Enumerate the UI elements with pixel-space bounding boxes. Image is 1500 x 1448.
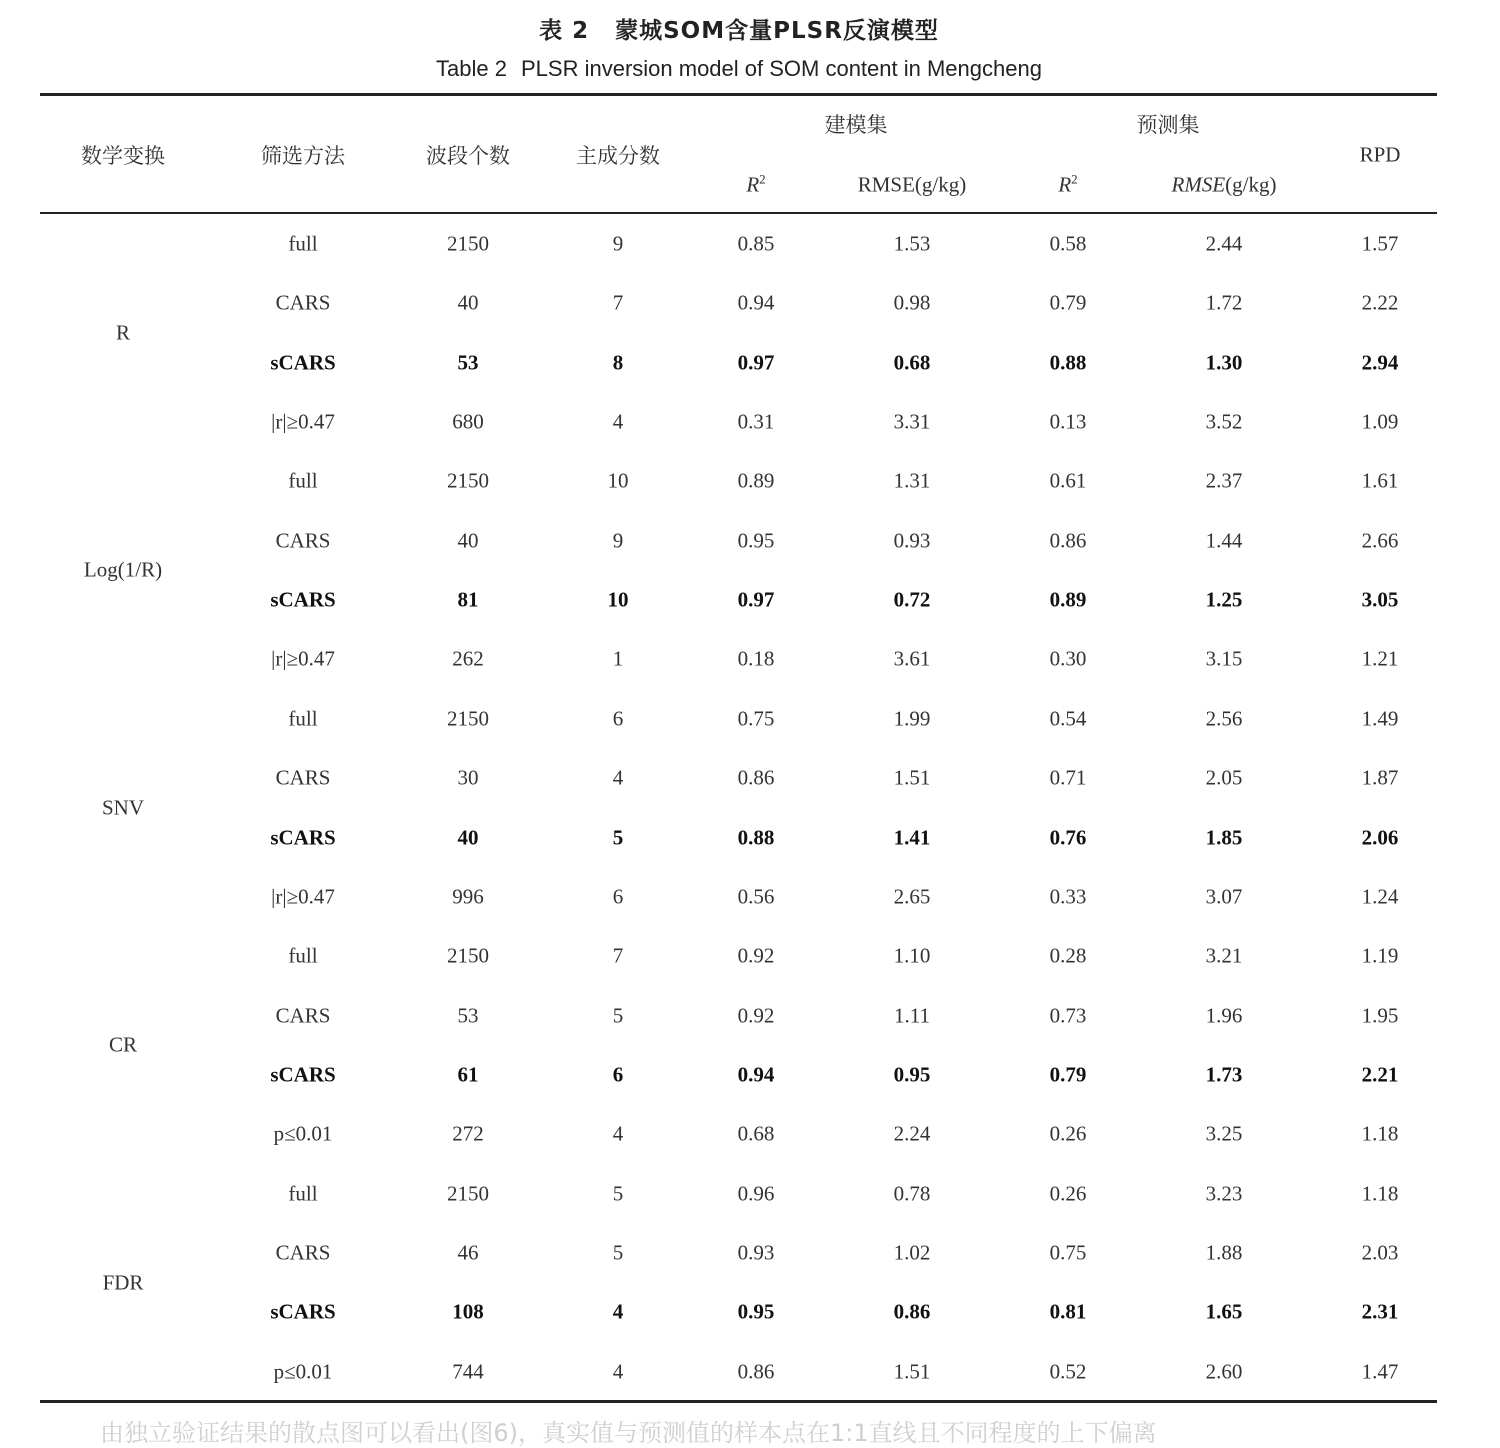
cell-cal-r2: 0.94 [737,1062,775,1087]
header-calibration-group: 建模集 [824,113,888,137]
cell-rpd: 2.03 [1361,1240,1399,1265]
cell-pred-rmse: 2.05 [1205,765,1243,790]
cell-bands: 2150 [447,943,489,968]
r2-superscript: 2 [1071,171,1078,187]
cell-method: CARS [275,1240,331,1265]
table-caption-en [0,56,1478,82]
cell-pred-rmse: 3.21 [1205,943,1243,968]
cell-bands: 272 [452,1121,484,1146]
cell-cal-r2: 0.94 [737,290,775,315]
cell-cal-rmse: 1.41 [893,825,931,849]
cell-cal-r2: 0.89 [737,468,775,493]
cell-method: sCARS [270,1062,336,1087]
cell-bands: 108 [452,1299,484,1324]
cell-rpd: 2.31 [1361,1299,1399,1324]
cell-rpd: 1.21 [1361,646,1399,671]
cell-pred-r2: 0.76 [1049,825,1087,849]
cell-pred-rmse: 3.23 [1205,1181,1243,1206]
cell-pred-r2: 0.79 [1049,290,1087,315]
cell-pred-r2: 0.86 [1049,528,1087,553]
cell-pred-r2: 0.79 [1049,1062,1087,1087]
cell-rpd: 1.24 [1361,884,1399,909]
cell-bands: 81 [457,587,479,612]
table-top-rule [40,93,1437,96]
cell-cal-rmse: 0.86 [893,1299,931,1324]
cell-pc: 7 [612,943,624,968]
cell-bands: 40 [457,528,479,553]
cell-bands: 40 [457,825,479,849]
cell-pred-rmse: 3.07 [1205,884,1243,909]
cell-rpd: 1.47 [1361,1359,1399,1384]
cell-cal-r2: 0.97 [737,587,775,612]
r2-superscript: 2 [759,171,766,187]
cell-rpd: 3.05 [1361,587,1399,612]
cell-rpd: 2.06 [1361,825,1399,849]
cell-cal-rmse: 2.65 [893,884,931,909]
cell-method: |r|≥0.47 [271,884,335,909]
cell-pred-rmse: 2.60 [1205,1359,1243,1384]
cell-pc: 9 [612,231,624,256]
cell-pc: 10 [607,587,629,612]
cell-cal-r2: 0.97 [737,350,775,375]
cell-pc: 4 [612,1121,624,1146]
cell-method: p≤0.01 [273,1359,333,1384]
cell-cal-rmse: 1.53 [893,231,931,256]
header-bands: 波段个数 [426,144,510,168]
cell-rpd: 2.66 [1361,528,1399,553]
cell-bands: 40 [457,290,479,315]
header-cal-rmse: RMSE(g/kg) [857,172,967,197]
rmse-symbol: RMSE [1171,172,1226,197]
cell-pred-r2: 0.13 [1049,409,1087,434]
cell-pred-r2: 0.88 [1049,350,1087,375]
cell-method: sCARS [270,587,336,612]
cell-rpd: 2.22 [1361,290,1399,315]
cell-bands: 2150 [447,706,489,731]
cell-cal-rmse: 0.78 [893,1181,931,1206]
cell-method: CARS [275,765,331,790]
cell-method: p≤0.01 [273,1121,333,1146]
cell-pc: 5 [612,1181,624,1206]
group-label-transform: FDR [102,1270,144,1295]
cell-bands: 30 [457,765,479,790]
cell-method: CARS [275,528,331,553]
cell-bands: 744 [452,1359,484,1384]
header-transform: 数学变换 [81,144,165,168]
cell-rpd: 1.18 [1361,1121,1399,1146]
header-components: 主成分数 [576,144,660,168]
table-header-rule [40,212,1437,214]
table-number-en: Table 2 [436,56,507,81]
cell-cal-r2: 0.92 [737,1003,775,1028]
cell-rpd: 1.95 [1361,1003,1399,1028]
cell-pc: 4 [612,1299,624,1324]
cell-cal-r2: 0.68 [737,1121,775,1146]
cell-rpd: 1.87 [1361,765,1399,790]
cell-method: CARS [275,290,331,315]
header-pred-rmse [1172,173,1277,198]
cell-cal-rmse: 1.02 [893,1240,931,1265]
cell-cal-rmse: 1.51 [893,765,931,790]
group-label-transform: R [115,320,131,345]
cell-pc: 5 [612,1003,624,1028]
cell-cal-rmse: 0.95 [893,1062,931,1087]
cell-pred-rmse: 2.37 [1205,468,1243,493]
table-title-cn: 蒙城SOM含量PLSR反演模型 [615,18,939,44]
cell-cal-rmse: 2.24 [893,1121,931,1146]
cell-cal-r2: 0.93 [737,1240,775,1265]
cell-pred-r2: 0.26 [1049,1181,1087,1206]
group-label-transform: Log(1/R) [83,557,163,582]
cell-pred-r2: 0.26 [1049,1121,1087,1146]
cell-pred-rmse: 1.65 [1205,1299,1243,1324]
cell-rpd: 1.61 [1361,468,1399,493]
cell-pc: 6 [612,1062,624,1087]
group-label-transform: CR [108,1032,138,1057]
cell-cal-r2: 0.85 [737,231,775,256]
cell-pc: 6 [612,706,624,731]
cell-pc: 9 [612,528,624,553]
cell-bands: 53 [457,350,479,375]
cell-cal-rmse: 0.98 [893,290,931,315]
table-title-en: PLSR inversion model of SOM content in Mengcheng [521,56,1042,81]
cell-cal-rmse: 3.61 [893,646,931,671]
cell-pred-r2: 0.58 [1049,231,1087,256]
cell-method: full [288,943,318,968]
cell-bands: 2150 [447,231,489,256]
cell-pred-rmse: 1.72 [1205,290,1243,315]
cell-rpd: 1.49 [1361,706,1399,731]
cell-method: full [288,1181,318,1206]
cell-pred-r2: 0.73 [1049,1003,1087,1028]
cell-pred-rmse: 1.73 [1205,1062,1243,1087]
cell-bands: 680 [452,409,484,434]
cell-bands: 46 [457,1240,479,1265]
cell-rpd: 2.21 [1361,1062,1399,1087]
cell-pred-rmse: 1.85 [1205,825,1243,849]
cell-rpd: 1.57 [1361,231,1399,256]
cell-pred-rmse: 1.44 [1205,528,1243,553]
cell-method: sCARS [270,350,336,375]
header-cal-r2 [746,173,765,198]
cell-bands: 996 [452,884,484,909]
cell-pred-r2: 0.52 [1049,1359,1087,1384]
cell-pred-r2: 0.54 [1049,706,1087,731]
cell-cal-r2: 0.56 [737,884,775,909]
cell-method: full [288,706,318,731]
rmse-unit: (g/kg) [1225,172,1277,197]
header-prediction-group: 预测集 [1136,113,1200,137]
r2-symbol: R [746,172,760,197]
cell-rpd: 1.09 [1361,409,1399,434]
cell-pred-r2: 0.30 [1049,646,1087,671]
cell-method: |r|≥0.47 [271,646,335,671]
r2-symbol: R [1058,172,1072,197]
cell-method: |r|≥0.47 [271,409,335,434]
group-label-transform: SNV [101,795,145,820]
header-method: 筛选方法 [261,144,345,168]
cell-pc: 5 [612,1240,624,1265]
cell-pred-r2: 0.61 [1049,468,1087,493]
cell-pc: 7 [612,290,624,315]
cell-method: full [288,468,318,493]
cell-pred-r2: 0.81 [1049,1299,1087,1324]
header-pred-r2 [1058,173,1077,198]
cell-pred-r2: 0.28 [1049,943,1087,968]
cell-method: CARS [275,1003,331,1028]
cell-cal-rmse: 0.68 [893,350,931,375]
cell-cal-r2: 0.88 [737,825,775,849]
cell-cal-r2: 0.86 [737,1359,775,1384]
header-rpd: RPD [1359,142,1401,167]
cell-cal-r2: 0.95 [737,1299,775,1324]
cell-method: sCARS [270,825,336,849]
cell-pred-r2: 0.89 [1049,587,1087,612]
cell-pred-r2: 0.33 [1049,884,1087,909]
cell-bands: 2150 [447,468,489,493]
cell-pc: 10 [607,468,629,493]
cell-cal-rmse: 1.31 [893,468,931,493]
cell-cal-r2: 0.95 [737,528,775,553]
cell-pred-rmse: 1.96 [1205,1003,1243,1028]
cell-bands: 53 [457,1003,479,1028]
cell-pc: 1 [612,646,624,671]
cell-bands: 2150 [447,1181,489,1206]
cell-cal-rmse: 1.11 [894,1003,930,1028]
cell-cal-r2: 0.96 [737,1181,775,1206]
cell-pc: 5 [612,825,624,849]
cell-rpd: 1.19 [1361,943,1399,968]
cell-pred-r2: 0.71 [1049,765,1087,790]
cell-cal-r2: 0.86 [737,765,775,790]
cell-pred-rmse: 2.56 [1205,706,1243,731]
cell-cal-rmse: 0.93 [893,528,931,553]
table-number-cn: 表 2 [539,18,590,44]
cell-method: sCARS [270,1299,336,1324]
cell-cal-rmse: 0.72 [893,587,931,612]
cell-rpd: 1.18 [1361,1181,1399,1206]
cell-pc: 6 [612,884,624,909]
cell-pc: 8 [612,350,624,375]
table-bottom-rule [40,1400,1437,1403]
cell-pc: 4 [612,765,624,790]
cell-rpd: 2.94 [1361,350,1399,375]
cell-pc: 4 [612,1359,624,1384]
cell-cal-rmse: 1.51 [893,1359,931,1384]
cell-method: full [288,231,318,256]
cell-pred-rmse: 1.30 [1205,350,1243,375]
cell-pred-rmse: 2.44 [1205,231,1243,256]
cell-pc: 4 [612,409,624,434]
table-caption-cn [0,12,1478,45]
cell-bands: 61 [457,1062,479,1087]
cell-cal-r2: 0.18 [737,646,775,671]
cell-cal-r2: 0.92 [737,943,775,968]
cell-pred-r2: 0.75 [1049,1240,1087,1265]
cell-pred-rmse: 3.15 [1205,646,1243,671]
cell-pred-rmse: 1.25 [1205,587,1243,612]
cell-cal-r2: 0.31 [737,409,775,434]
cell-cal-rmse: 1.10 [893,943,931,968]
cell-pred-rmse: 3.52 [1205,409,1243,434]
cell-pred-rmse: 1.88 [1205,1240,1243,1265]
cell-cal-rmse: 1.99 [893,706,931,731]
cell-cal-r2: 0.75 [737,706,775,731]
cell-cal-rmse: 3.31 [893,409,931,434]
cell-bands: 262 [452,646,484,671]
cell-pred-rmse: 3.25 [1205,1121,1243,1146]
body-text-cutoff: 由独立验证结果的散点图可以看出(图6)，真实值与预测值的样本点在1:1直线且不同程度的上下偏离 [100,1419,1157,1447]
